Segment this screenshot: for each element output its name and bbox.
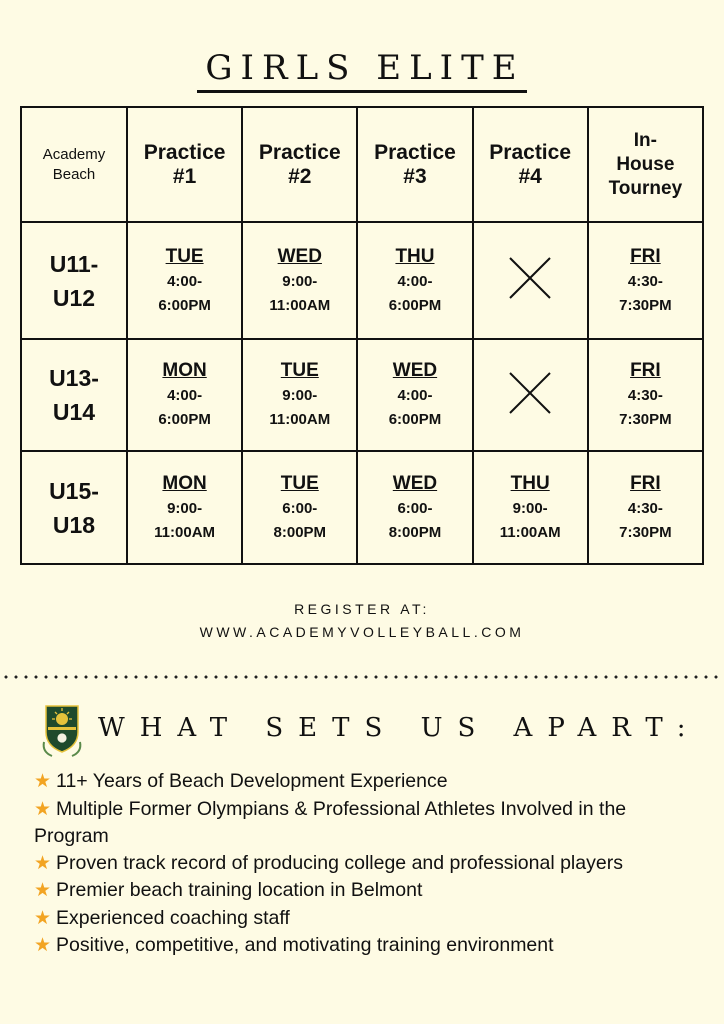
age-line: U18 (52, 511, 96, 538)
schedule-cell (588, 451, 703, 564)
star-icon: ★ (34, 880, 52, 901)
day-label: THU (510, 472, 550, 494)
header-line: Practice (374, 140, 456, 164)
table-row (21, 222, 703, 339)
register-label: REGISTER AT: (294, 601, 430, 617)
feature-list (34, 768, 674, 960)
schedule-table (20, 106, 704, 565)
list-item-text: Proven track record of producing college and professional players (56, 851, 623, 874)
time-line: 9:00- (282, 387, 318, 404)
age-group-cell (21, 339, 127, 451)
time-line: 6:00- (397, 499, 433, 517)
list-item (34, 905, 674, 933)
schedule-cell (242, 222, 357, 339)
list-item (34, 768, 674, 796)
academy-crest-logo (38, 702, 86, 758)
header-line: In- (633, 129, 657, 151)
header-line: Tourney (608, 177, 683, 199)
header-practice-3 (357, 107, 472, 222)
header-practice-1 (127, 107, 242, 222)
schedule-cell (127, 451, 242, 564)
day-label: WED (277, 245, 322, 267)
day-label: MON (162, 360, 207, 381)
day-label: TUE (280, 472, 319, 494)
list-item (34, 932, 674, 960)
day-label: FRI (630, 360, 661, 381)
age-line: U15- (49, 477, 99, 504)
schedule-cell (242, 339, 357, 451)
time-line: 6:00PM (158, 411, 211, 428)
schedule-cell (357, 339, 472, 451)
age-line: U13- (49, 365, 99, 391)
time-line: 11:00AM (269, 411, 331, 428)
time-line: 7:30PM (619, 411, 672, 428)
header-practice-4 (473, 107, 588, 222)
header-line: #1 (172, 164, 197, 188)
day-label: TUE (165, 245, 204, 267)
star-icon: ★ (34, 771, 52, 792)
day-label: FRI (630, 472, 661, 494)
schedule-cell (242, 451, 357, 564)
register-link[interactable]: WWW.ACADEMYVOLLEYBALL.COM (199, 624, 525, 640)
header-line: #3 (403, 164, 427, 188)
schedule-cell (357, 222, 472, 339)
schedule-cell (127, 339, 242, 451)
list-item-text: Premier beach training location in Belmont (56, 879, 423, 901)
page-title: GIRLS ELITE (197, 48, 526, 93)
day-label: MON (162, 472, 207, 494)
time-line: 8:00PM (273, 523, 327, 541)
star-icon: ★ (34, 798, 52, 820)
schedule-cell (588, 222, 703, 339)
age-line: U12 (52, 284, 96, 311)
day-label: TUE (280, 360, 319, 381)
time-line: 4:00- (167, 387, 203, 404)
dotted-divider (0, 672, 724, 682)
table-row (21, 339, 703, 451)
time-line: 11:00AM (499, 523, 561, 541)
location-header (21, 107, 127, 222)
age-line: U14 (52, 399, 96, 425)
header-line: House (616, 153, 675, 175)
star-icon: ★ (34, 852, 52, 874)
list-item-text: 11+ Years of Beach Development Experience (56, 770, 448, 792)
page-title-wrap (0, 48, 724, 93)
header-line: #4 (518, 164, 542, 188)
day-label: FRI (630, 245, 661, 267)
header-practice-2 (242, 107, 357, 222)
time-line: 9:00- (512, 499, 548, 517)
schedule-cell-empty (473, 339, 588, 451)
time-line: 9:00- (167, 499, 203, 517)
time-line: 6:00PM (158, 296, 211, 314)
table-row (21, 451, 703, 564)
age-group-cell (21, 451, 127, 564)
star-icon: ★ (34, 935, 52, 956)
time-line: 4:30- (627, 272, 663, 290)
time-line: 4:00- (397, 387, 433, 404)
time-line: 6:00- (282, 499, 318, 517)
schedule-cell (473, 451, 588, 564)
time-line: 11:00AM (154, 523, 216, 541)
time-line: 4:00- (167, 272, 203, 290)
x-mark-icon (508, 371, 552, 415)
list-item (34, 796, 674, 850)
header-tourney (588, 107, 703, 222)
time-line: 6:00PM (388, 296, 442, 314)
schedule-cell (127, 222, 242, 339)
schedule-cell (588, 339, 703, 451)
section-heading: WHAT SETS US APART: (98, 713, 701, 743)
star-icon: ★ (34, 907, 52, 929)
location-line: Academy (42, 145, 106, 163)
age-line: U11- (49, 250, 99, 277)
day-label: THU (395, 245, 435, 267)
list-item-text: Positive, competitive, and motivating training environment (56, 934, 554, 956)
time-line: 6:00PM (388, 411, 442, 428)
list-item (34, 877, 674, 905)
list-item (34, 850, 674, 878)
time-line: 11:00AM (269, 296, 331, 314)
header-line: Practice (489, 140, 572, 164)
time-line: 4:30- (627, 499, 663, 517)
list-item-text: Experienced coaching staff (56, 906, 290, 929)
schedule-cell (357, 451, 472, 564)
x-mark-icon (508, 256, 552, 300)
time-line: 4:30- (627, 387, 663, 404)
header-line: Practice (258, 140, 341, 164)
age-group-cell (21, 222, 127, 339)
time-line: 4:00- (397, 272, 433, 290)
time-line: 9:00- (282, 272, 318, 290)
list-item-text: Multiple Former Olympians & Professional Athletes Involved in the Program (34, 797, 627, 847)
day-label: WED (392, 472, 438, 494)
header-line: Practice (143, 140, 226, 164)
location-line: Beach (52, 165, 96, 183)
time-line: 8:00PM (388, 523, 442, 541)
time-line: 7:30PM (619, 523, 672, 541)
register-block (0, 598, 724, 644)
time-line: 7:30PM (619, 296, 672, 314)
day-label: WED (392, 360, 438, 381)
header-line: #2 (288, 164, 312, 188)
table-header-row (21, 107, 703, 222)
schedule-cell-empty (473, 222, 588, 339)
